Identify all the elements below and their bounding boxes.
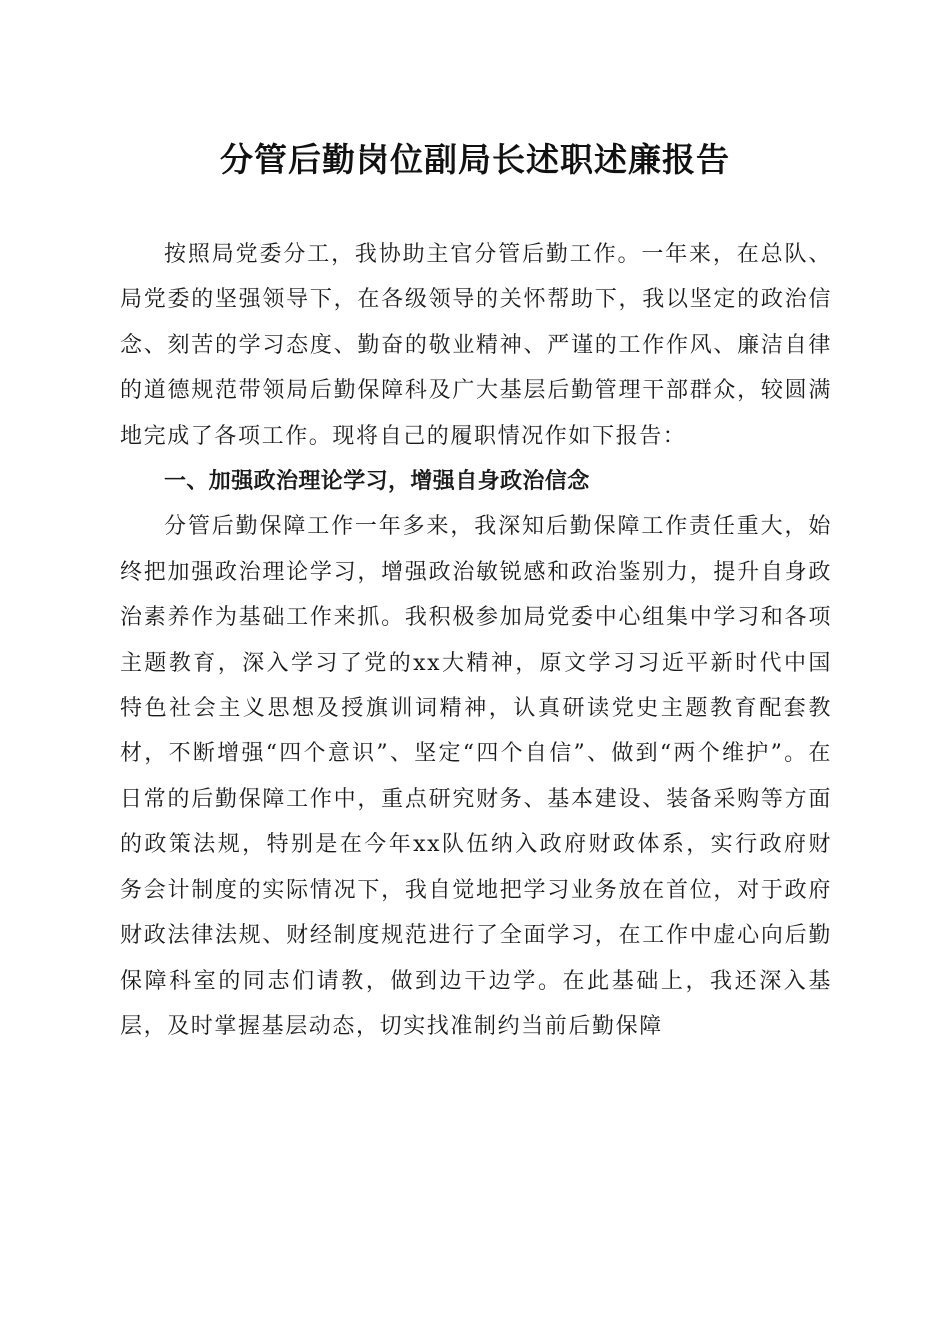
- section-heading-1: 一、加强政治理论学习，增强自身政治信念: [164, 469, 590, 495]
- section-paragraph-1: 分管后勤保障工作一年多来，我深知后勤保障工作责任重大，始终把加强政治理论学习，增强政治敏锐感和政治鉴别力，提升自身政治素养作为基础工作来抓。我积极参加局党委中心组集中学习和各项主题教育，深入学习了党的xx大精神，原文学习习近平新时代中国特色社会主义思想及授旗训词精神，认真研读党史主题教育配套教材，不断增强“四个意识”、坚定“四个自信”、做到“两个维护”。在日常的后勤保障工作中，重点研究财务、基本建设、装备采购等方面的政策法规，特别是在今年xx队伍纳入政府财政体系，实行政府财务会计制度的实际情况下，我自觉地把学习业务放在首位，对于政府财政法律法规、财经制度规范进行了全面学习，在工作中虚心向后勤保障科室的同志们请教，做到边干边学。在此基础上，我还深入基层，及时掌握基层动态，切实找准制约当前后勤保障: [120, 514, 832, 1039]
- intro-paragraph: 按照局党委分工，我协助主官分管后勤工作。一年来，在总队、局党委的坚强领导下，在各级领导的关怀帮助下，我以坚定的政治信念、刻苦的学习态度、勤奋的敬业精神、严谨的工作作风、廉洁自律的道德规范带领局后勤保障科及广大基层后勤管理干部群众，较圆满地完成了各项工作。现将自己的履职情况作如下报告：: [120, 242, 832, 449]
- document-body: [120, 232, 832, 1049]
- document-title: 分管后勤岗位副局长述职述廉报告: [220, 140, 730, 179]
